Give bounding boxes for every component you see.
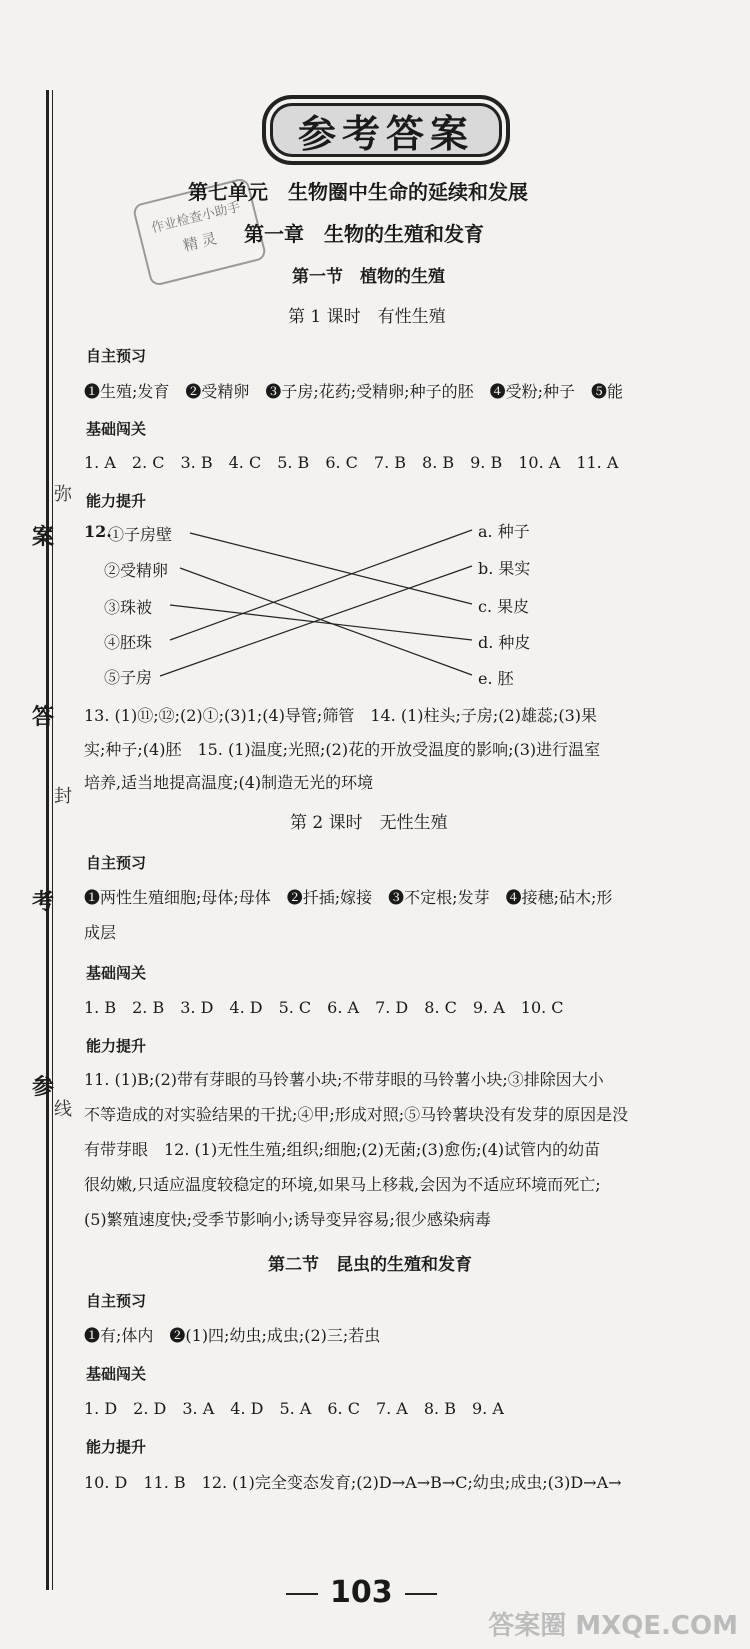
answer-line: 1. D 2. D 3. A 4. D 5. A 6. C 7. A 8. B 9. A [84,1399,504,1418]
answer-line: 成层 [84,923,117,942]
answer-line: 有带芽眼 12. (1)无性生殖;组织;细胞;(2)无菌;(3)愈伤;(4)试管内的幼苗 [84,1140,601,1159]
answer-line: ❶生殖;发育 ❷受精卵 ❸子房;花药;受精卵;种子的胚 ❹受粉;种子 ❺能 [84,382,623,401]
margin-char: 案 [32,524,55,550]
match-right-item: a. 种子 [478,522,530,541]
section-label-preview: 自主预习 [86,854,147,872]
section-title: 第二节 昆虫的生殖和发育 [268,1255,472,1275]
answer-line: 10. D 11. B 12. (1)完全变态发育;(2)D→A→B→C;幼虫;成虫;(3)D→A→ [84,1473,622,1492]
answer-line: 1. A 2. C 3. B 4. C 5. B 6. C 7. B 8. B 9. B 10. A 11. A [84,453,619,472]
match-line [190,533,472,604]
section-label-basic: 基础闯关 [86,964,147,982]
lesson-title: 第 2 课时 无性生殖 [290,813,448,833]
section-label-ability: 能力提升 [86,1037,147,1055]
answer-line: 不等造成的对实验结果的干扰;④甲;形成对照;⑤马铃薯块没有发芽的原因是没 [84,1105,629,1124]
margin-seal-char: 线 [54,1099,72,1120]
answer-banner: 参考答案 [262,95,510,165]
answer-line: (5)繁殖速度快;受季节影响小;诱导变异容易;很少感染病毒 [84,1210,491,1229]
match-line [180,568,472,675]
stamp-line1: 作业检查小助手 [150,199,242,237]
answer-line: 13. (1)⑪;⑫;(2)①;(3)1;(4)导管;筛管 14. (1)柱头;子房;(2)雄蕊;(3)果 [84,706,598,725]
unit-title: 第七单元 生物圈中生命的延续和发展 [188,180,528,204]
match-left-item: ①子房壁 [108,525,173,544]
answer-line: 实;种子;(4)胚 15. (1)温度;光照;(2)花的开放受温度的影响;(3)进行温室 [84,740,601,759]
section-label-ability: 能力提升 [86,1438,147,1456]
match-right-item: c. 果皮 [478,597,530,616]
match-line [170,605,472,640]
section-label-preview: 自主预习 [86,347,147,365]
answer-line: ❶有;体内 ❷(1)四;幼虫;成虫;(2)三;若虫 [84,1326,381,1345]
chapter-title: 第一章 生物的生殖和发育 [244,222,484,246]
margin-char: 参 [32,1074,55,1100]
section-label-basic: 基础闯关 [86,1365,147,1383]
match-right-item: b. 果实 [478,559,531,578]
match-line [170,530,472,640]
section-label-ability: 能力提升 [86,492,147,510]
answer-line: 1. B 2. B 3. D 4. D 5. C 6. A 7. D 8. C 9. A 10. C [84,998,564,1017]
section-label-basic: 基础闯关 [86,420,147,438]
margin-seal-char: 弥 [54,484,72,505]
answer-line: 培养,适当地提高温度;(4)制造无光的环境 [84,773,374,792]
match-left-item: ⑤子房 [104,668,153,687]
question-number: 12. [84,522,112,541]
match-left-item: ③珠被 [104,598,153,617]
section-title: 第一节 植物的生殖 [292,267,445,287]
watermark: 答案圈 MXQE.COM [488,1611,738,1641]
match-left-item: ④胚珠 [104,633,153,652]
stamp-line2: 精灵 [181,228,223,256]
lesson-title: 第 1 课时 有性生殖 [288,307,446,327]
answer-line: ❶两性生殖细胞;母体;母体 ❷扦插;嫁接 ❸不定根;发芽 ❹接穗;砧木;形 [84,888,613,907]
match-left-item: ②受精卵 [104,561,169,580]
matching-lines [0,0,750,700]
margin-seal-char: 封 [54,786,72,807]
section-label-preview: 自主预习 [86,1292,147,1310]
page-number: 103 [330,1575,393,1610]
match-right-item: e. 胚 [478,669,514,688]
match-line [160,566,472,676]
answer-line: 很幼嫩,只适应温度较稳定的环境,如果马上移栽,会因为不适应环境而死亡; [84,1175,601,1194]
match-right-item: d. 种皮 [478,633,531,652]
margin-char: 考 [32,889,55,915]
margin-char: 答 [32,704,55,730]
answer-line: 11. (1)B;(2)带有芽眼的马铃薯小块;不带芽眼的马铃薯小块;③排除因大小 [84,1070,604,1089]
